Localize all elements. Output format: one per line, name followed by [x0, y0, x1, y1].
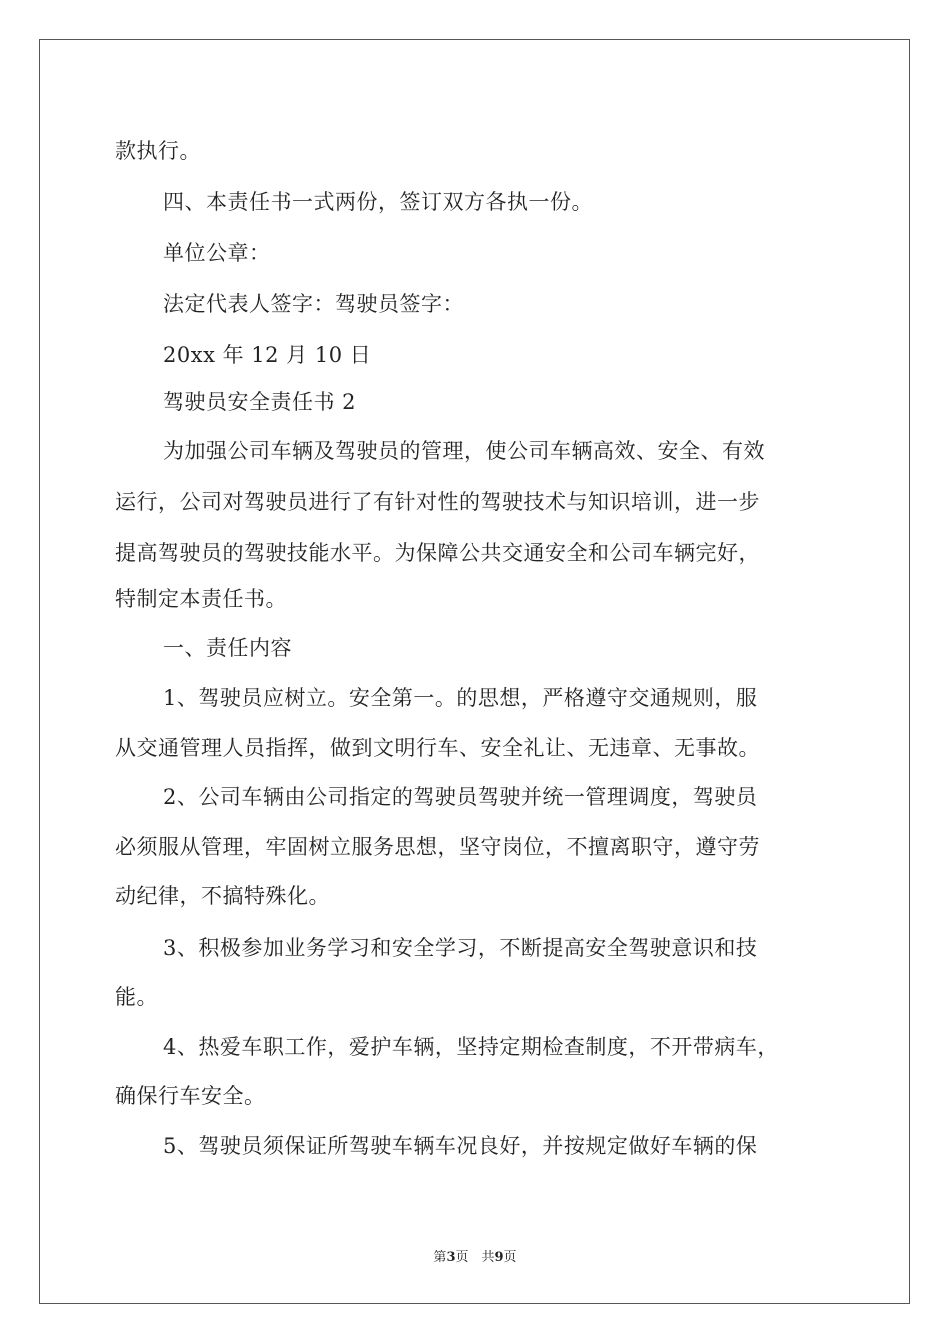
body-line-8: 运行，公司对驾驶员进行了有针对性的驾驶技术与知识培训，进一步: [115, 490, 760, 514]
page-suffix: 页: [503, 1250, 517, 1265]
body-line-21: 5、驾驶员须保证所驾驶车辆车况良好，并按规定做好车辆的保: [163, 1134, 758, 1158]
body-line-9: 提高驾驶员的驾驶技能水平。为保障公共交通安全和公司车辆完好，: [115, 541, 760, 565]
section-title: 驾驶员安全责任书 2: [163, 390, 357, 414]
body-line-20: 确保行车安全。: [115, 1084, 266, 1108]
page-mid: 页 共: [455, 1250, 495, 1265]
body-line-18: 能。: [115, 985, 158, 1009]
body-line-2: 四、本责任书一式两份，签订双方各执一份。: [163, 190, 593, 214]
page-prefix: 第: [433, 1250, 447, 1265]
body-line-19: 4、热爱车职工作，爱护车辆，坚持定期检查制度，不开带病车，: [163, 1035, 779, 1059]
body-line-4: 法定代表人签字：驾驶员签字：: [163, 292, 464, 316]
body-line-7: 为加强公司车辆及驾驶员的管理，使公司车辆高效、安全、有效: [163, 439, 765, 463]
body-line-15: 必须服从管理，牢固树立服务思想，坚守岗位，不擅离职守，遵守劳: [115, 835, 760, 859]
body-line-16: 动纪律，不搞特殊化。: [115, 884, 330, 908]
body-line-12: 1、驾驶员应树立。安全第一。的思想，严格遵守交通规则，服: [163, 686, 758, 710]
body-line-1: 款执行。: [115, 139, 201, 163]
page-current: 3: [446, 1250, 456, 1265]
body-line-10: 特制定本责任书。: [115, 587, 287, 611]
page-border: [39, 39, 910, 1304]
body-line-17: 3、积极参加业务学习和安全学习，不断提高安全驾驶意识和技: [163, 936, 758, 960]
body-line-13: 从交通管理人员指挥，做到文明行车、安全礼让、无违章、无事故。: [115, 736, 760, 760]
body-line-3: 单位公章：: [163, 241, 271, 265]
page-footer: [0, 1246, 950, 1265]
page-total: 9: [494, 1250, 504, 1265]
subsection-heading: 一、责任内容: [163, 636, 292, 660]
date-line: 20xx 年 12 月 10 日: [163, 343, 372, 367]
body-line-14: 2、公司车辆由公司指定的驾驶员驾驶并统一管理调度，驾驶员: [163, 785, 758, 809]
